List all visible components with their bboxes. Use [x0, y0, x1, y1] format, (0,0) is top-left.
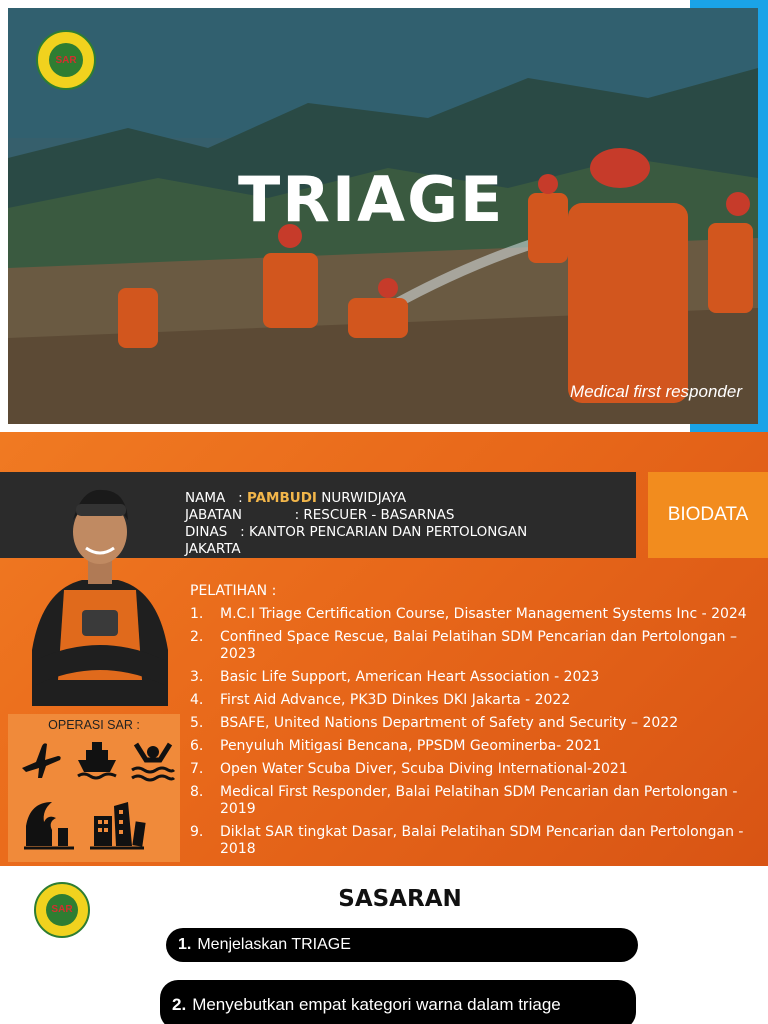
list-item: 4. First Aid Advance, PK3D Dinkes DKI Jakarta - 2022	[190, 692, 571, 708]
list-item: 2. Confined Space Rescue, Balai Pelatihan SDM Pencarian dan Pertolongan – 2023	[190, 629, 737, 662]
list-item: 6. Penyuluh Mitigasi Bencana, PPSDM Geominerba- 2021	[190, 738, 602, 754]
sasaran-slide	[0, 866, 768, 1024]
dinas-row-2: JAKARTA	[185, 541, 241, 557]
sar-logo: SAR	[34, 882, 90, 938]
biodata-slide	[0, 432, 768, 866]
objective-item-2: 2. Menyebutkan empat kategori warna dalam triage	[160, 980, 636, 1024]
sar-logo: SAR	[36, 30, 96, 90]
list-item: 8. Medical First Responder, Balai Pelatihan SDM Pencarian dan Pertolongan - 2019	[190, 784, 738, 817]
nama-first: PAMBUDI	[246, 490, 317, 506]
training-list	[190, 606, 766, 864]
operasi-sar-panel	[8, 714, 180, 862]
title-slide	[0, 0, 768, 432]
list-item: 3. Basic Life Support, American Heart Association - 2023	[190, 669, 600, 685]
list-item: 7. Open Water Scuba Diver, Scuba Diving International-2021	[190, 761, 628, 777]
list-item: 9. Diklat SAR tingkat Dasar, Balai Pelatihan SDM Pencarian dan Pertolongan - 2018	[190, 824, 744, 857]
list-item: 5. BSAFE, United Nations Department of Safety and Security – 2022	[190, 715, 679, 731]
nama-last: NURWIDJAYA	[321, 490, 407, 506]
collapsed-building-icon	[88, 796, 146, 850]
jabatan-row: JABATAN : RESCUER - BASARNAS	[185, 507, 455, 523]
objective-item-1: 1. Menjelaskan TRIAGE	[166, 928, 638, 962]
nama-row: NAMA : PAMBUDI NURWIDJAYA	[185, 490, 407, 506]
airplane-icon	[18, 738, 64, 784]
slide-subtitle: Medical first responder	[570, 382, 742, 401]
slide-title: TRIAGE	[238, 163, 505, 236]
rescue-photo	[8, 8, 758, 424]
person-photo	[22, 480, 178, 706]
list-item: 1. M.C.I Triage Certification Course, Disaster Management Systems Inc - 2024	[190, 606, 747, 622]
profile-info	[185, 490, 527, 558]
operasi-sar-label: OPERASI SAR :	[48, 718, 140, 732]
drowning-icon	[130, 738, 176, 784]
biodata-label: BIODATA	[648, 472, 768, 558]
dinas-row: DINAS : KANTOR PENCARIAN DAN PERTOLONGAN	[185, 524, 528, 540]
pelatihan-label: PELATIHAN :	[190, 583, 277, 599]
tsunami-icon	[22, 796, 76, 850]
sasaran-heading: SASARAN	[338, 886, 462, 912]
ship-icon	[74, 736, 120, 782]
